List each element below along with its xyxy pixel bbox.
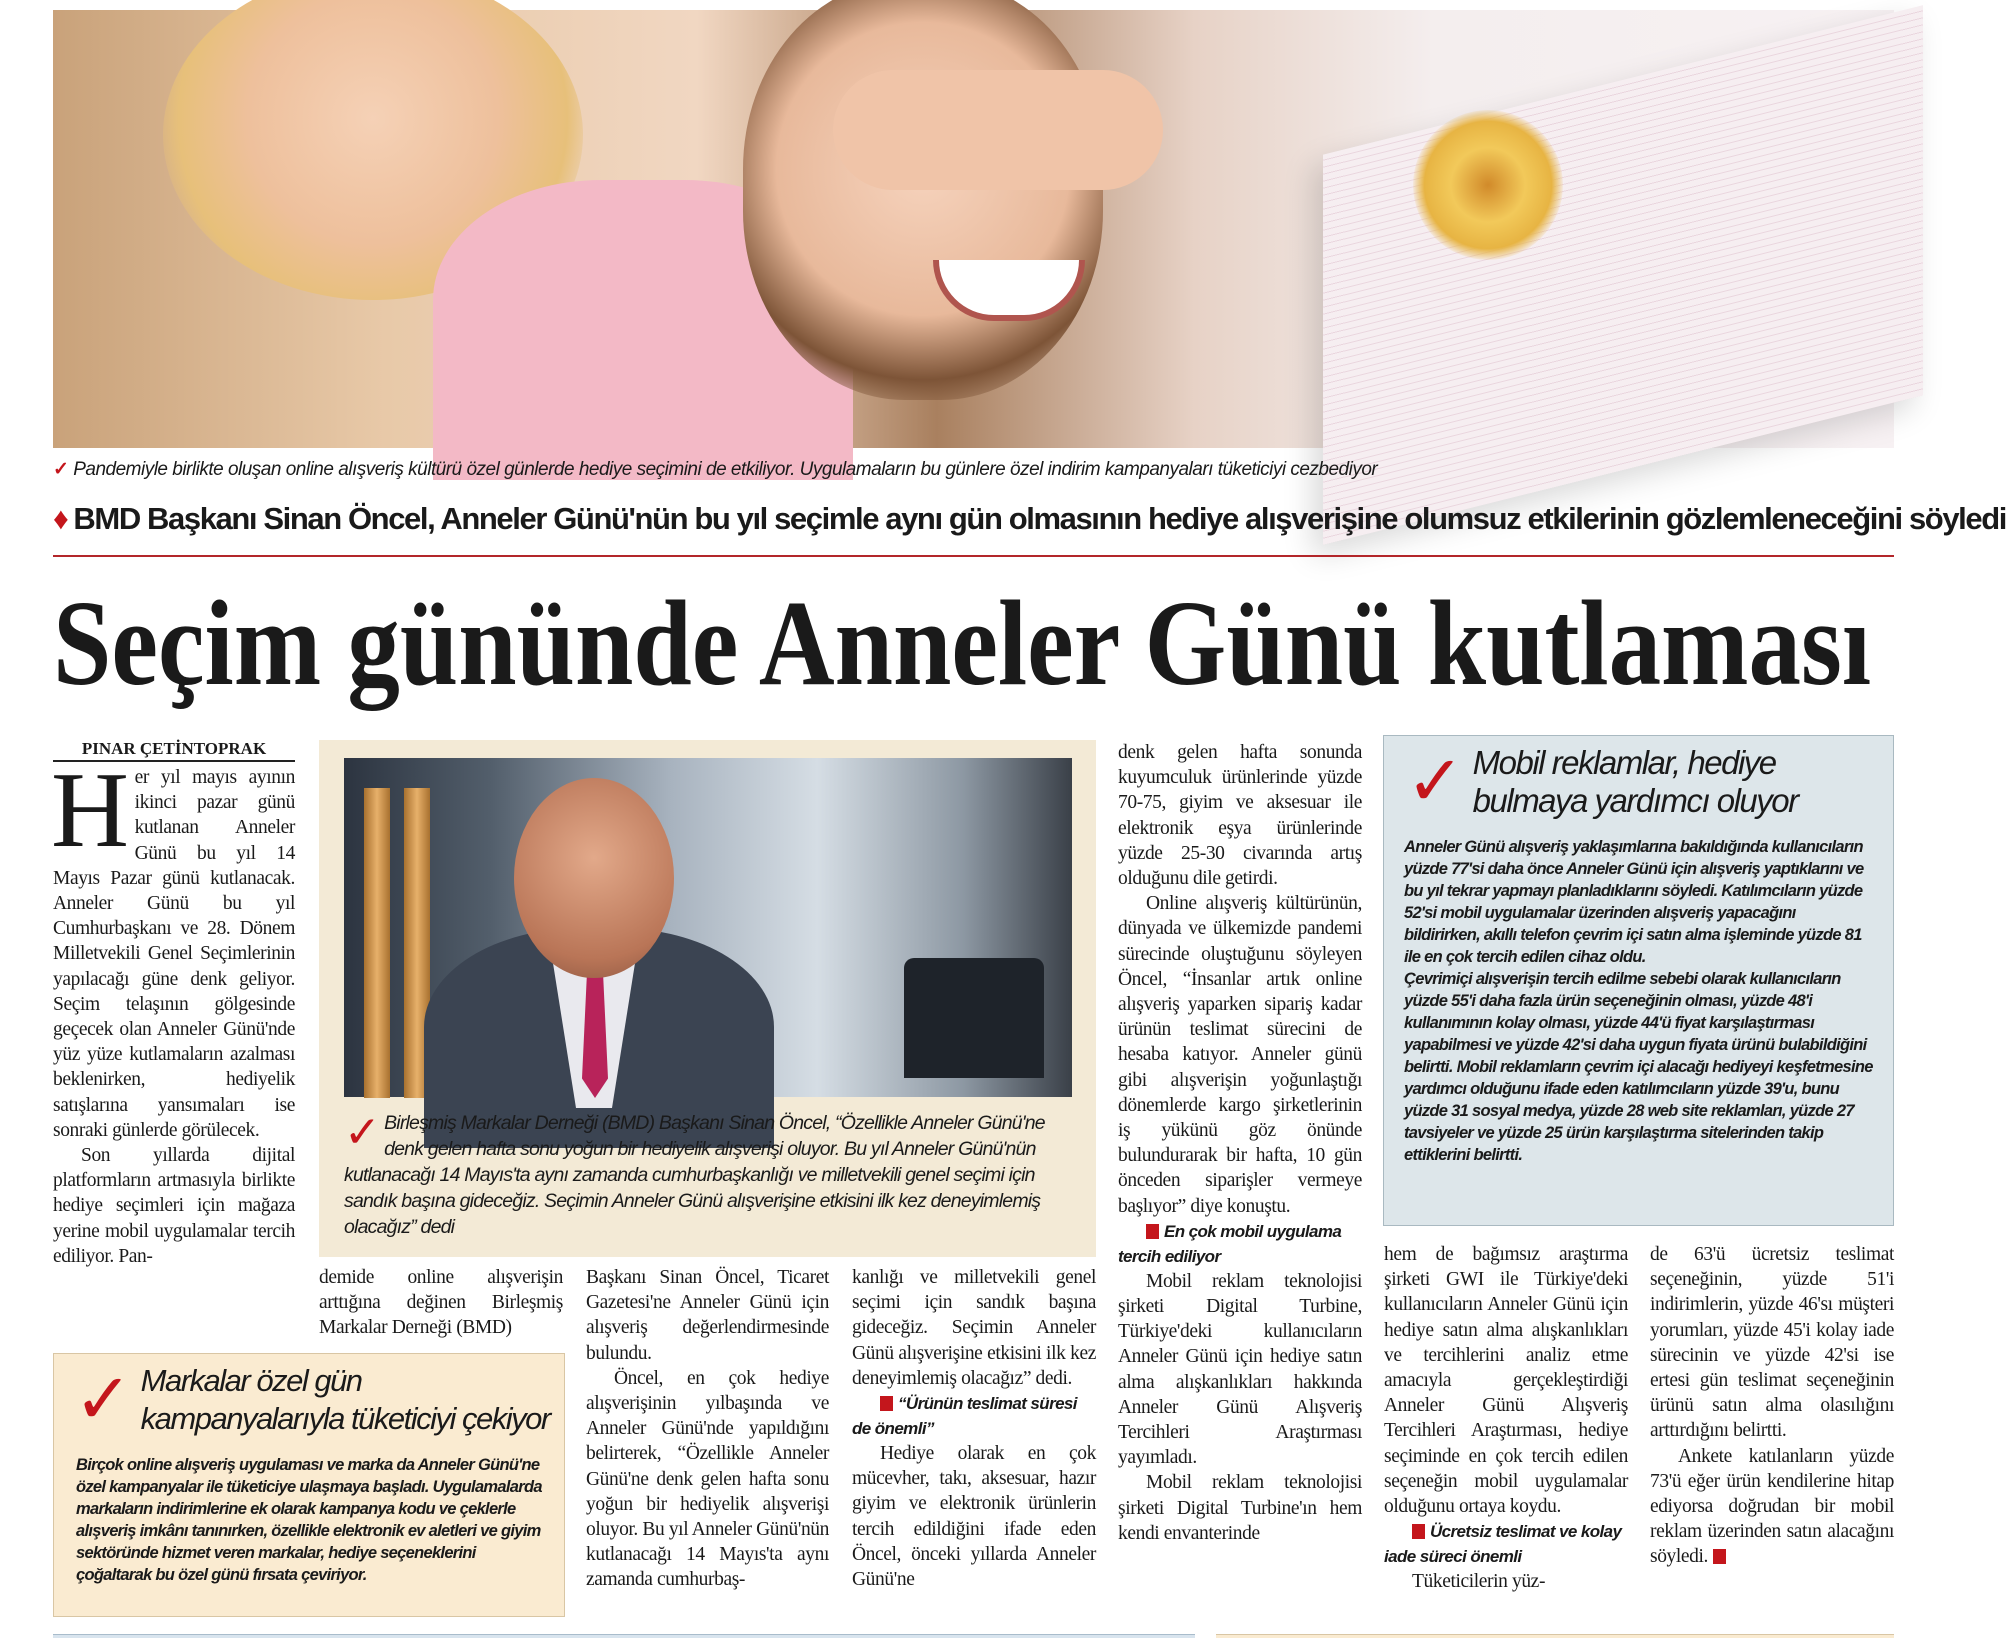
section-subhead: En çok mobil uygulama tercih ediliyor (1118, 1221, 1342, 1266)
mobile-ads-box: ✓ Mobil reklamlar, hediye bulmaya yardımcı oluyor Anneler Günü alışveriş yaklaşımlarına bakıldığında kullanıcıların yüzde 77'si daha önce Anneler Günü için alışveriş yaptıklarını ve bu yıl tekrar yapmayı planladıklarını söyledi. Katılımcıların yüzde 52'si mobil uygulamalar üzerinden alışveriş yapacağını bildirirken, akıllı telefon çevrim içi satın alma işleminde yüzde 81 ile en çok tercih edilen cihaz oldu. Çevrimiçi alışverişin tercih edilme sebebi olarak kullanıcıların yüzde 55'i daha fazla ürün seçeneğinin olması, yüzde 48'i kullanımının kolay olması, yüzde 44'ü fiyat karşılaştırması yapabilmesi ve yüzde 42'si daha uygun fiyata ürünü bulabildiğini belirtti. Mobil reklamların çevrim içi alacağı hediyeyi keşfetmesine yardımcı olduğunu ifade eden katılımcıların yüzde 39'u, bunu yüzde 31 sosyal medya, yüzde 28 web site reklamları, yüzde 27 tavsiyeler ve yüzde 25 ürün karşılaştırma sitelerinden takip ettiklerini belirtti. (1383, 735, 1894, 1226)
portrait-photo (344, 758, 1072, 1097)
section-subhead: “Ürünün teslimat süresi de önemli” (852, 1394, 1077, 1439)
drop-cap: H (51, 751, 129, 870)
article-column-d: denk gelen hafta sonunda kuyumculuk ürünlerinde yüzde 70-75, giyim ve aksesuar ile elektronik eşya ürünlerinde yüzde 25-30 civarında artış olduğunu dile getirdi. Online alışveriş kültürünün, dünyada ve ülkemizde pandemi sürecinde oluştuğunu söyleyen Öncel, “İnsanlar artık online alışveriş yaparken sipariş kadar ürünün teslimat sürecini de hesaba katıyor. Anneler günü gibi alışverişin yoğunlaştığı dönemlerde kargo şirketlerinin iş yükünü göz önünde bulundurarak bir hafta, 10 gün önceden siparişler vermeye başlıyor” diye konuştu. En çok mobil uygulama tercih ediliyor Mobil reklam teknolojisi şirketi Digital Turbine, Türkiye'deki kullanıcıların Anneler Günü için hediye satın alma alışkanlıkları hakkında Anneler Günü Alışveriş Tercihleri Araştırması yayımladı. Mobil reklam teknolojisi şirketi Digital Turbine'ın hem kendi envanterinde (1118, 742, 1362, 1544)
next-article-box (1216, 1634, 1894, 1638)
check-icon: ✓ (1406, 740, 1465, 822)
byline: PINAR ÇETİNTOPRAK (53, 738, 295, 762)
photo-caption: ✓ Pandemiyle birlikte oluşan online alışveriş kültürü özel günlerde hediye seçimini de etkiliyor. Uygulamaların bu günlere özel indirim kampanyaları tüketiciyi cezbediyor (53, 459, 1378, 480)
gift-bow (1413, 110, 1563, 260)
divider (53, 555, 1894, 557)
article-column-c: kanlığı ve milletvekili genel seçimi için sandık başına gideceğiz. Seçimin Anneler Günü alışverişine etkisini ilk kez deneyimlemiş olacağız” dedi. “Ürünün teslimat süresi de önemli” Hediye olarak en çok mücevher, takı, aksesuar, hazır giyim ve elektronik ürünlerin tercih edildiğini ifade eden Öncel, önceki yıllarda Anneler Günü'ne (852, 1267, 1096, 1591)
check-icon: ✓ (344, 1107, 381, 1158)
red-square-bullet-icon (880, 1396, 893, 1411)
hero-photo (53, 10, 1894, 448)
portrait-caption: ✓ Birleşmiş Markalar Derneği (BMD) Başkanı Sinan Öncel, “Özellikle Anneler Günü'ne denk gelen hafta sonu yoğun bir hediyelik alışverişi oluyor. Bu yıl Anneler Günü'nün kutlanacağı 14 Mayıs'ta aynı zamanda cumhurbaşkanlığı ve milletvekili genel seçimi için sandık başına gideceğiz. Seçimin Anneler Günü alışverişine etkisini ilk kez deneyimlemiş olacağız” dedi (344, 1107, 1045, 1238)
red-square-bullet-icon (1412, 1524, 1425, 1539)
article-column-b: Başkanı Sinan Öncel, Ticaret Gazetesi'ne Anneler Günü için alışveriş değerlendirmesinde bulundu. Öncel, en çok hediye alışverişinin yılbaşında ve Anneler Günü'nde yapıldığını belirterek, “Özellikle Anneler Günü'ne denk gelen hafta sonu yoğun bir hediyelik alışverişi oluyor. Bu yıl Anneler Günü'nün kutlanacağı 14 Mayıs'ta aynı zamanda cumhurbaş- (586, 1267, 829, 1591)
next-article-box (53, 1634, 1195, 1638)
check-icon: ✓ (53, 459, 69, 480)
diamond-bullet-icon: ♦ (53, 501, 68, 536)
subheadline: ♦ BMD Başkanı Sinan Öncel, Anneler Günü'nün bu yıl seçimle aynı gün olmasının hediye alışverişine olumsuz etkilerinin gözlemleneceğini söyledi (53, 501, 2006, 536)
portrait-box (319, 740, 1096, 1257)
brands-box: ✓ Markalar özel gün kampanyalarıyla tüketiciyi çekiyor Birçok online alışveriş uygulaması ve marka da Anneler Günü'ne özel kampanyalar ile tüketiciye ulaşmaya başladı. Uygulamalarda markaların indirimlerine ek olarak kampanya kodu ve çeklerle alışveriş imkânı tanınırken, özellikle elektronik ev aletleri ve giyim sektöründe hizmet veren markalar, hediye seçeneklerini çoğaltarak bu özel günü fırsata çeviriyor. (53, 1353, 565, 1617)
check-icon: ✓ (74, 1358, 133, 1440)
box-title: Markalar özel gün kampanyalarıyla tüketiciyi çekiyor (140, 1363, 550, 1436)
red-square-bullet-icon (1146, 1224, 1159, 1239)
box-title: Mobil reklamlar, hediye bulmaya yardımcı oluyor (1472, 744, 1798, 819)
section-subhead: Ücretsiz teslimat ve kolay iade süreci önemli (1384, 1522, 1622, 1567)
headline (53, 572, 1894, 711)
article-column-a: demide online alışverişin arttığına değinen Birleşmiş Markalar Derneği (BMD) (319, 1267, 563, 1339)
gift-box (1323, 5, 1923, 545)
end-mark-icon (1713, 1549, 1726, 1564)
headline-text: Seçim gününde Anneler Günü kutlaması (53, 576, 1871, 711)
article-column-1: H er yıl mayıs ayının ikinci pazar günü kutlanan Anneler Günü bu yıl 14 Mayıs Pazar günü kutlanacak. Anneler Günü bu yıl Cumhurbaşkanı ve 28. Dönem Milletvekili Genel Seçimlerinin yapılacağı güne denk geliyor. Seçim telaşının gölgesinde geçecek olan Anneler Günü'nde yüz yüze kutlamaların azalması beklenirken, hediyelik satışlarına yansımaları ise sonraki günlerde görülecek. Son yıllarda dijital platformların artmasıyla birlikte hediye seçimleri için mağaza yerine mobil uygulamalar tercih ediliyor. Pan- (51, 751, 295, 1267)
article-column-f: de 63'ü ücretsiz teslimat seçeneğinin, yüzde 51'i indirimlerin, yüzde 46'sı müşteri yorumları, yüzde 45'i kolay iade sürecinin ve yüzde 42'si ise ertesi gün teslimat seçeneğinin ürünü satın alma olasılığını arttırdığını belirtti. Ankete katılanların yüzde 73'ü eğer ürün kendilerine hitap ediyorsa doğrudan bir mobil reklam üzerinden satın alacağını söyledi. (1650, 1244, 1894, 1568)
article-column-e: hem de bağımsız araştırma şirketi GWI ile Türkiye'deki kullanıcıların Anneler Günü için hediye satın alma alışkanlıkları ve tercihlerini analiz etme amacıyla gerçekleştirdiği Anneler Günü Alışveriş Tercihleri Araştırması, hediye seçiminde en çok tercih edilen seçeneğin mobil uygulamalar olduğunu ortaya koydu. Ücretsiz teslimat ve kolay iade süreci önemli Tüketicilerin yüz- (1384, 1244, 1628, 1593)
